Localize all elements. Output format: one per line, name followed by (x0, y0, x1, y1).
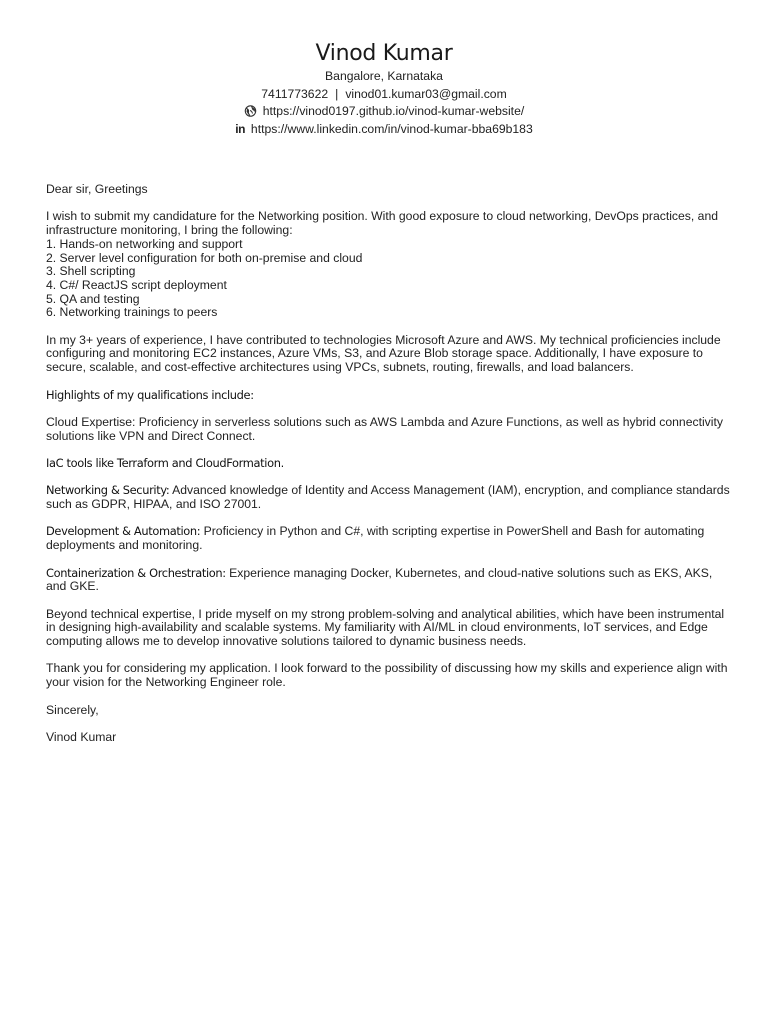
globe-icon (244, 105, 257, 117)
cloud-expertise-paragraph: Cloud Expertise: Proficiency in serverless solutions such as AWS Lambda and Azure Functions, as well as hybrid connectivity solutions like VPN and Direct Connect. (46, 414, 723, 443)
signature: Vinod Kumar (46, 729, 117, 744)
email-link[interactable]: vinod01.kumar03@gmail.com (345, 86, 507, 101)
website-link[interactable]: https://vinod0197.github.io/vinod-kumar-website/ (262, 104, 525, 118)
experience-paragraph: In my 3+ years of experience, I have contributed to technologies Microsoft Azure and AWS. My technical proficiencies include configuring and monitoring EC2 instances, Azure VMs, S3, and Azure Blob storage space. Additionally, I have exposure to secure, scalable, and cost-effective architectures using VPCs, subnets, routing, firewalls, and load balancers. (46, 332, 721, 375)
location: Bangalore, Karnataka (325, 69, 443, 83)
resume-header (0, 40, 768, 138)
list-item: 2. Server level configuration for both on-premise and cloud (46, 250, 363, 265)
contact-separator: | (335, 86, 339, 101)
letter-body (46, 183, 730, 758)
container-text: Experience managing Docker, Kubernetes, and cloud-native solutions such as EKS, AKS, and GKE. (46, 565, 713, 594)
list-item: 3. Shell scripting (46, 264, 136, 279)
applicant-name: Vinod Kumar (315, 41, 453, 66)
highlights-heading: Highlights of my qualifications include: (46, 387, 254, 402)
list-item: 5. QA and testing (46, 291, 140, 306)
development-label: Development & Automation: (46, 524, 201, 539)
container-paragraph (46, 567, 730, 594)
networking-text: Advanced knowledge of Identity and Access Management (IAM), encryption, and compliance standards such as GDPR, HIPAA, and ISO 27001. (46, 483, 730, 512)
container-label: Containerization & Orchestration: (46, 565, 226, 580)
linkedin-icon: in (235, 121, 245, 136)
linkedin-link[interactable]: https://www.linkedin.com/in/vinod-kumar-bba69b183 (250, 121, 533, 136)
beyond-paragraph: Beyond technical expertise, I pride myself on my strong problem-solving and analytical abilities, which have been instrumental in designing high-availability and scalable systems. My familiarity with AI/ML in cloud environments, IoT services, and Edge computing allows me to develop innovative solutions tailored to dynamic business needs. (46, 606, 725, 649)
iac-heading: IaC tools like Terraform and CloudFormation. (46, 455, 284, 470)
networking-label: Networking & Security: (46, 483, 170, 498)
website-line (0, 103, 768, 121)
list-item: 4. C#/ ReactJS script deployment (46, 277, 227, 292)
list-item: 6. Networking trainings to peers (46, 305, 218, 320)
development-text: Proficiency in Python and C#, with scripting expertise in PowerShell and Bash for automating deployments and monitoring. (46, 524, 705, 553)
phone-number: 7411773622 (261, 86, 329, 101)
list-item: 1. Hands-on networking and support (46, 236, 243, 251)
thanks-paragraph: Thank you for considering my application. I look forward to the possibility of discussing how my skills and experience align with your vision for the Networking Engineer role. (46, 661, 728, 690)
greeting: Dear sir, Greetings (46, 182, 148, 196)
linkedin-line (0, 121, 768, 139)
development-paragraph (46, 525, 730, 552)
contact-line (0, 86, 768, 104)
intro-text: I wish to submit my candidature for the Networking position. With good exposure to cloud networking, DevOps practices, and infrastructure monitoring, I bring the following: (46, 209, 718, 238)
intro-paragraph (46, 210, 730, 320)
networking-paragraph (46, 484, 730, 511)
closing: Sincerely, (46, 702, 99, 717)
